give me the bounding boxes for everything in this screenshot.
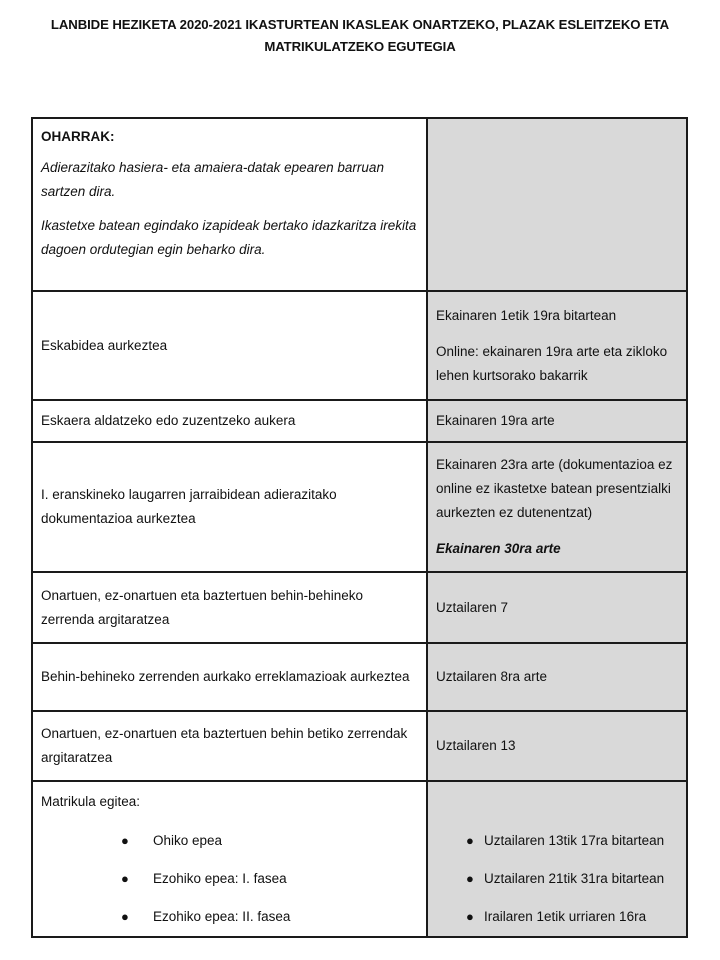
row-label-text: Eskaera aldatzeko edo zuzentzeko aukera bbox=[41, 413, 296, 428]
list-item bbox=[436, 898, 678, 936]
enrollment-label: Matrikula egitea: bbox=[41, 794, 141, 809]
row-date-text: Ekainaren 19ra arte bbox=[436, 413, 555, 428]
row-dates bbox=[427, 711, 687, 781]
row-dates bbox=[427, 442, 687, 572]
row-label bbox=[32, 643, 427, 711]
row-date-deadline: Ekainaren 30ra arte bbox=[436, 541, 561, 556]
table-row bbox=[32, 442, 687, 572]
enrollment-label-cell bbox=[32, 781, 427, 937]
notes-heading: OHARRAK: bbox=[41, 129, 115, 144]
notes-body bbox=[41, 156, 418, 262]
page-title bbox=[0, 14, 720, 58]
row-label bbox=[32, 291, 427, 400]
row-date-text: Online: ekainaren 19ra arte eta zikloko lehen kurtsorako bakarrik bbox=[436, 343, 668, 383]
table-row bbox=[32, 711, 687, 781]
row-label bbox=[32, 572, 427, 643]
row-label bbox=[32, 442, 427, 572]
notes-cell bbox=[32, 118, 427, 291]
bullet-icon: ● bbox=[466, 833, 474, 848]
notes-paragraph-1: Adierazitako hasiera- eta amaiera-datak epearen barruan sartzen dira. bbox=[41, 160, 384, 199]
period-dates: Uztailaren 13tik 17ra bitartean bbox=[484, 833, 665, 848]
row-label-text: I. eranskineko laugarren jarraibidean adierazitako dokumentazioa aurkeztea bbox=[41, 487, 337, 526]
calendar-table bbox=[31, 117, 688, 938]
list-item bbox=[436, 822, 678, 860]
list-item bbox=[41, 898, 418, 936]
title-line-1: LANBIDE HEZIKETA 2020-2021 IKASTURTEAN IKASLEAK ONARTZEKO, PLAZAK ESLEITZEKO ETA bbox=[50, 17, 670, 32]
list-item bbox=[41, 822, 418, 860]
row-date-text: Uztailaren 7 bbox=[436, 599, 509, 615]
title-line-2: MATRIKULATZEKO EGUTEGIA bbox=[264, 39, 456, 54]
list-item bbox=[436, 860, 678, 898]
notes-paragraph-2: Ikastetxe batean egindako izapideak bertako idazkaritza irekita dagoen ordutegian egin beharko dira. bbox=[41, 218, 417, 257]
table-row bbox=[32, 291, 687, 400]
row-dates bbox=[427, 291, 687, 400]
enrollment-periods-list bbox=[41, 822, 418, 936]
enrollment-dates-list bbox=[436, 822, 678, 936]
list-item bbox=[41, 860, 418, 898]
row-dates bbox=[427, 400, 687, 442]
row-date-text: Uztailaren 8ra arte bbox=[436, 669, 548, 684]
row-date-text: Uztailaren 13 bbox=[436, 738, 516, 753]
row-dates bbox=[427, 643, 687, 711]
table-row bbox=[32, 572, 687, 643]
row-label-text: Onartuen, ez-onartuen eta baztertuen behin-behineko zerrenda argitaratzea bbox=[41, 587, 363, 627]
row-label-text: Eskabidea aurkeztea bbox=[41, 337, 168, 353]
enrollment-row bbox=[32, 781, 687, 937]
period-dates: Uztailaren 21tik 31ra bitartean bbox=[484, 871, 665, 886]
bullet-icon: ● bbox=[121, 909, 129, 924]
bullet-icon: ● bbox=[466, 909, 474, 924]
table-row bbox=[32, 643, 687, 711]
row-dates bbox=[427, 572, 687, 643]
row-label-text: Behin-behineko zerrenden aurkako erreklamazioak aurkeztea bbox=[41, 669, 410, 684]
enrollment-dates-cell bbox=[427, 781, 687, 937]
notes-row bbox=[32, 118, 687, 291]
bullet-icon: ● bbox=[121, 833, 129, 848]
table-row bbox=[32, 400, 687, 442]
row-label-text: Onartuen, ez-onartuen eta baztertuen behin betiko zerrendak argitaratzea bbox=[41, 726, 408, 765]
row-date-text: Ekainaren 23ra arte (dokumentazioa ez online ez ikastetxe batean presentzialki aurkezten ez dutenentzat) bbox=[436, 457, 673, 520]
row-label bbox=[32, 400, 427, 442]
period-name: Ohiko epea bbox=[153, 833, 223, 848]
bullet-icon: ● bbox=[466, 871, 474, 886]
bullet-icon: ● bbox=[121, 871, 129, 886]
period-name: Ezohiko epea: I. fasea bbox=[153, 871, 287, 886]
period-dates: Irailaren 1etik urriaren 16ra bbox=[484, 909, 647, 924]
notes-empty-cell bbox=[427, 118, 687, 291]
row-date-text: Ekainaren 1etik 19ra bitartean bbox=[436, 307, 617, 323]
period-name: Ezohiko epea: II. fasea bbox=[153, 909, 291, 924]
row-label bbox=[32, 711, 427, 781]
